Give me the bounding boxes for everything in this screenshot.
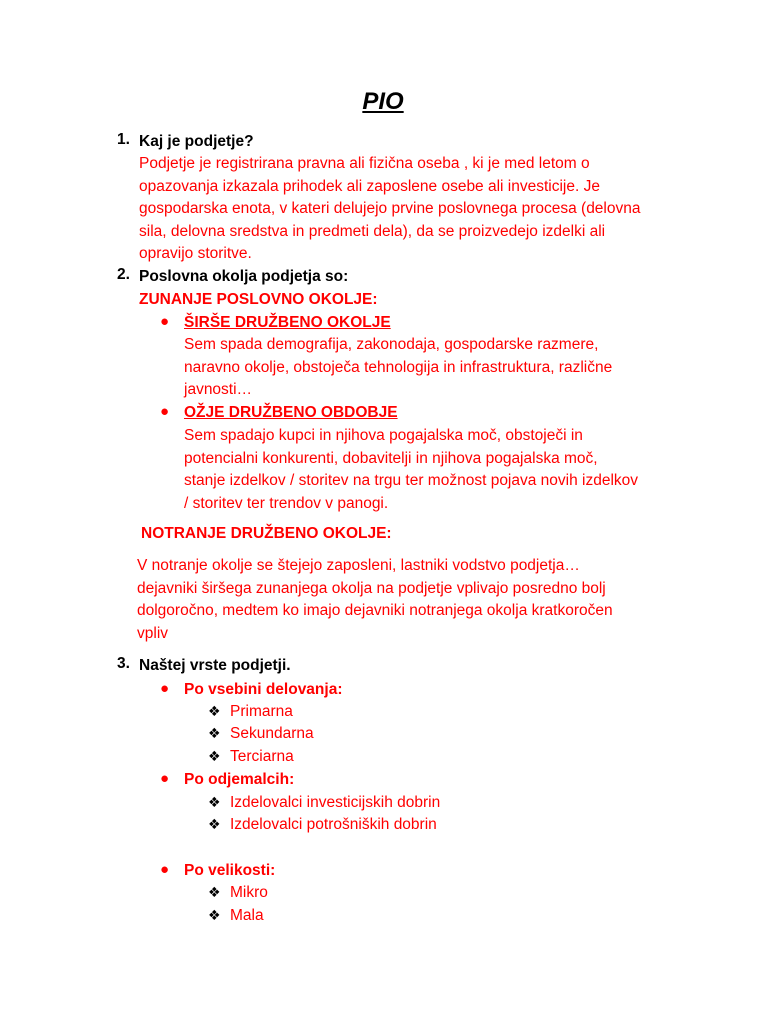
- list-item: Izdelovalci investicijskih dobrin: [230, 794, 441, 811]
- diamond-bullet-icon: ❖: [208, 794, 221, 810]
- narrow-environment-line: stanje izdelkov / storitev na trgu ter možnost pojava novih izdelkov: [184, 472, 639, 489]
- broad-environment-line: Sem spada demografija, zakonodaja, gospodarske razmere,: [184, 336, 599, 353]
- bullet-icon: ●: [160, 680, 170, 697]
- broad-environment-line: naravno okolje, obstoječa tehnologija in infrastruktura, različne: [184, 358, 613, 376]
- internal-environment-heading: NOTRANJE DRUŽBENO OKOLJE:: [141, 525, 392, 542]
- broad-environment-heading: ŠIRŠE DRUŽBENO OKOLJE: [184, 314, 391, 331]
- diamond-bullet-icon: ❖: [208, 748, 221, 764]
- list-item: Primarna: [230, 703, 293, 720]
- narrow-environment-line: Sem spadajo kupci in njihova pogajalska moč, obstoječi in: [184, 427, 583, 444]
- page-title: PIO: [362, 88, 404, 115]
- q3-number: 3.: [117, 655, 130, 672]
- group-heading-by-customers: Po odjemalcih:: [184, 771, 295, 788]
- list-item: Mala: [230, 907, 264, 924]
- q1-answer-line: gospodarska enota, v kateri delujejo prvine poslovnega procesa (delovna: [139, 200, 641, 217]
- list-item: Mikro: [230, 884, 268, 901]
- q1-answer: [139, 153, 641, 266]
- q1-answer-line: sila, delovna sredstva in predmeti dela), da se proizvedejo izdelki ali: [139, 222, 606, 240]
- external-environment-heading: ZUNANJE POSLOVNO OKOLJE:: [139, 291, 378, 308]
- internal-environment-text: [137, 555, 613, 645]
- q1-question: Kaj je podjetje?: [139, 133, 254, 150]
- diamond-bullet-icon: ❖: [208, 884, 221, 900]
- list-item: Izdelovalci potrošniških dobrin: [230, 816, 437, 833]
- narrow-environment-line: / storitev ter trendov v panogi.: [184, 494, 389, 512]
- internal-environment-line: vpliv: [137, 624, 169, 642]
- list-item: Sekundarna: [230, 725, 314, 742]
- diamond-bullet-icon: ❖: [208, 703, 221, 719]
- q1-answer-line: Podjetje je registrirana pravna ali fizična oseba , ki je med letom o: [139, 155, 590, 172]
- internal-environment-line: dolgoročno, medtem ko imajo dejavniki notranjega okolja kratkoročen: [137, 602, 613, 619]
- broad-environment-line: javnosti…: [184, 381, 253, 398]
- narrow-environment-text: [184, 425, 638, 515]
- bullet-icon: ●: [160, 313, 170, 330]
- narrow-environment-heading: OŽJE DRUŽBENO OBDOBJE: [184, 404, 398, 421]
- group-heading-by-size: Po velikosti:: [184, 862, 276, 879]
- group-heading-by-activity: Po vsebini delovanja:: [184, 681, 343, 698]
- diamond-bullet-icon: ❖: [208, 907, 221, 923]
- diamond-bullet-icon: ❖: [208, 725, 221, 741]
- internal-environment-line: V notranje okolje se štejejo zaposleni, lastniki vodstvo podjetja…: [137, 557, 580, 574]
- q3-question: Naštej vrste podjetji.: [139, 657, 291, 674]
- q1-answer-line: opazovanja izkazala prihodek ali zaposlene osebe ali investicije. Je: [139, 177, 600, 195]
- internal-environment-line: dejavniki širšega zunanjega okolja na podjetje vplivajo posredno bolj: [137, 579, 606, 597]
- broad-environment-text: [184, 334, 612, 402]
- bullet-icon: ●: [160, 861, 170, 878]
- diamond-bullet-icon: ❖: [208, 816, 221, 832]
- bullet-icon: ●: [160, 403, 170, 420]
- bullet-icon: ●: [160, 770, 170, 787]
- q2-question: Poslovna okolja podjetja so:: [139, 268, 349, 285]
- narrow-environment-line: potencialni konkurenti, dobavitelji in njihova pogajalska moč,: [184, 449, 598, 467]
- q1-number: 1.: [117, 131, 130, 148]
- q1-answer-line: opravijo storitve.: [139, 245, 252, 262]
- q2-number: 2.: [117, 266, 130, 283]
- list-item: Terciarna: [230, 748, 294, 765]
